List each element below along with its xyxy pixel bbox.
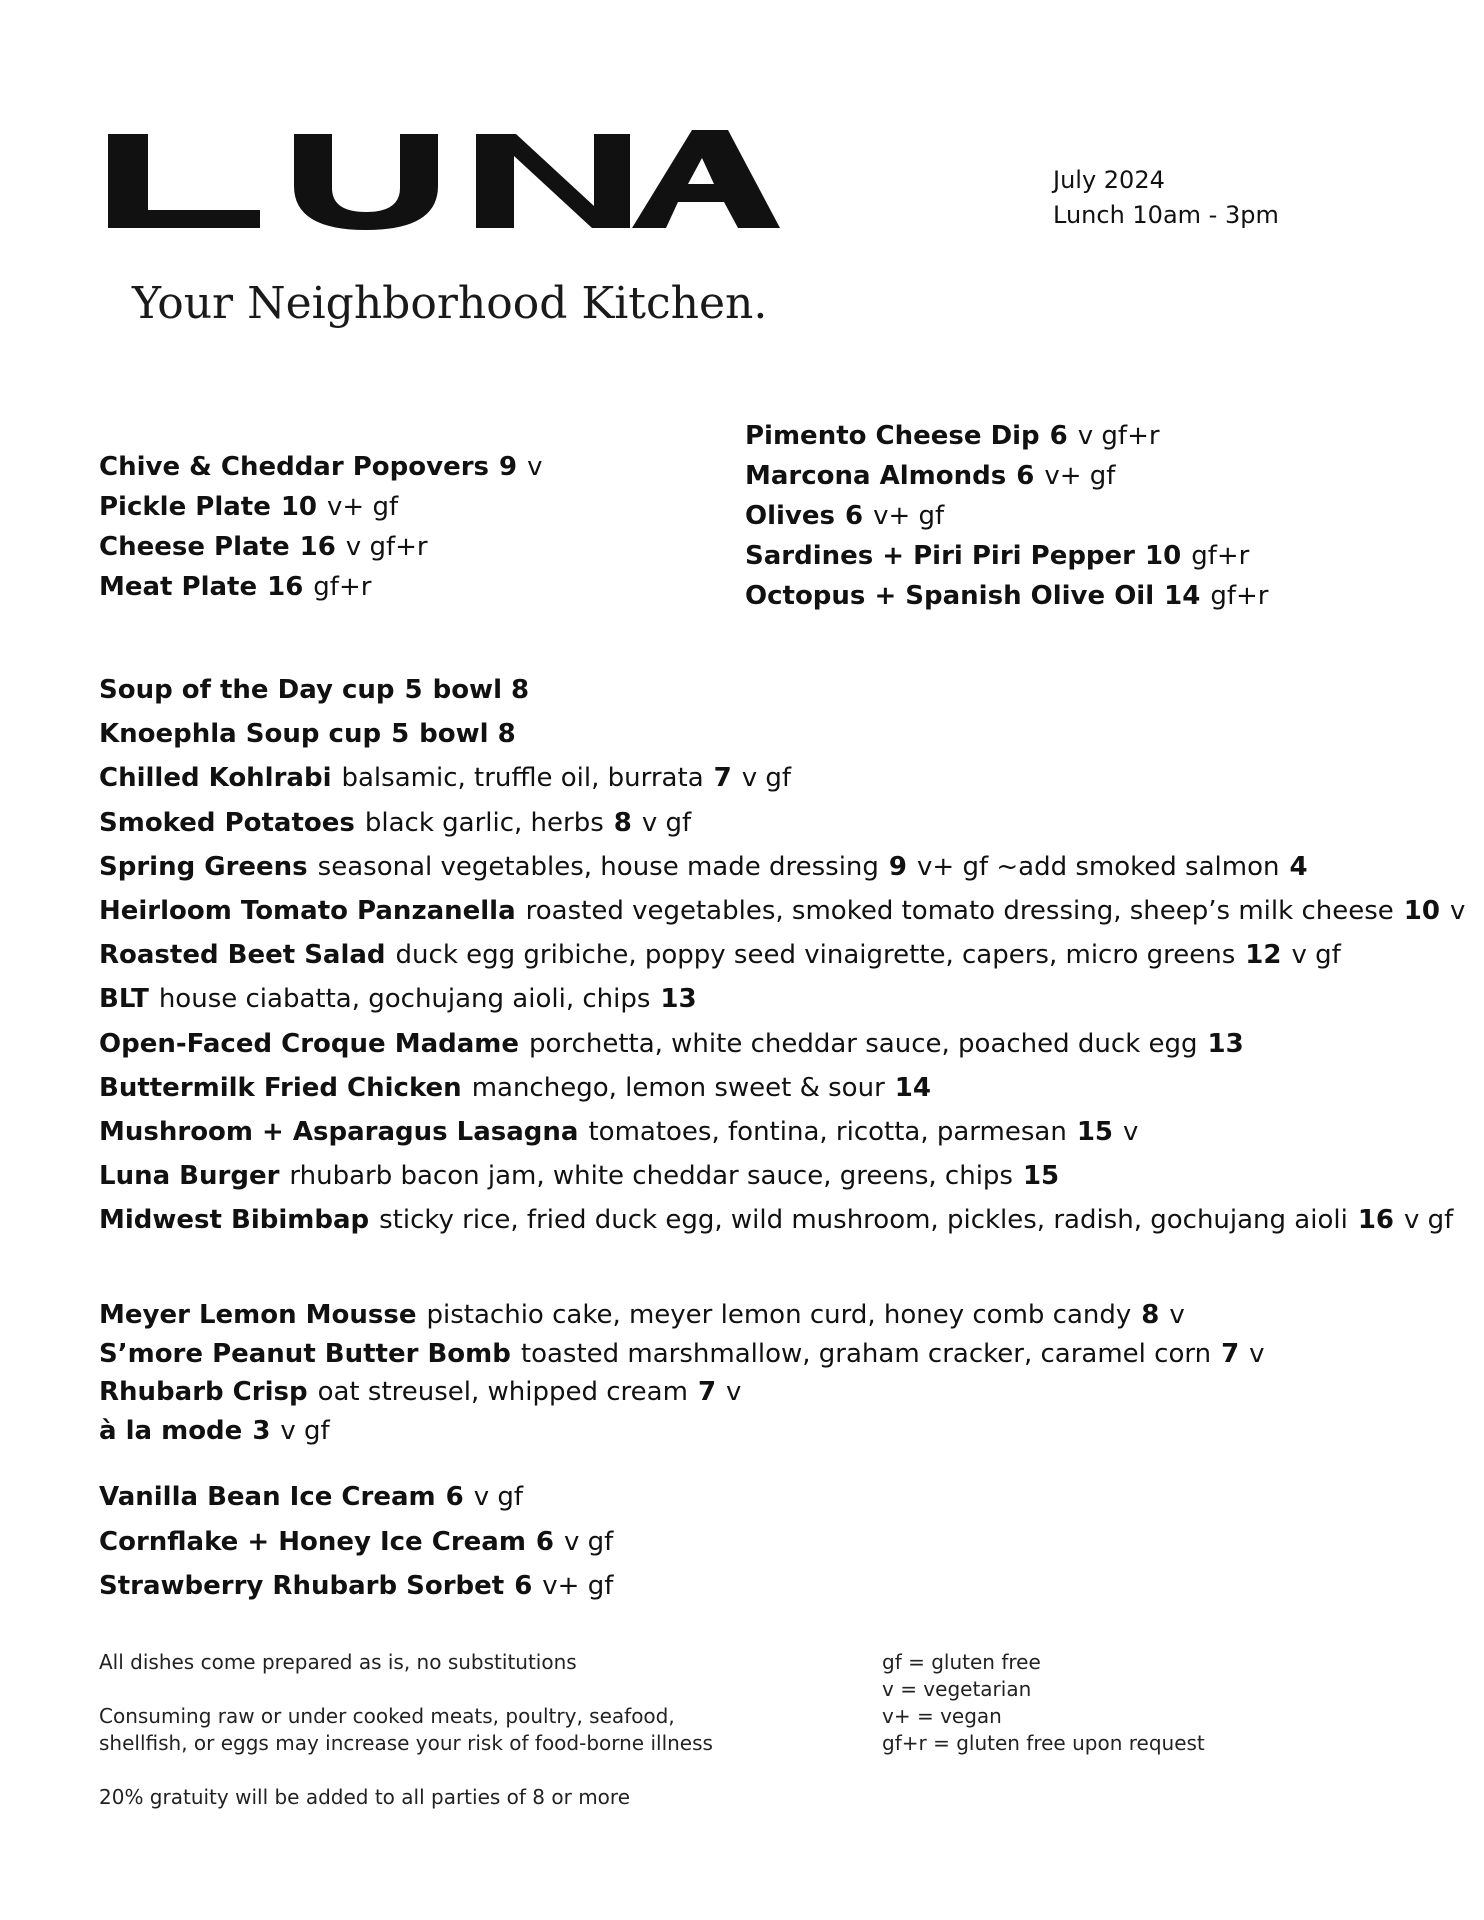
- item-price: 14: [1164, 581, 1201, 611]
- menu-item: [99, 1022, 1465, 1066]
- tagline: Your Neighborhood Kitchen.: [132, 278, 768, 329]
- item-price: 16: [299, 532, 336, 562]
- legend-item: gf+r = gluten free upon request: [882, 1731, 1205, 1755]
- menu-item: [99, 1373, 1265, 1412]
- item-dietary-tag: v gf: [280, 1415, 330, 1446]
- item-name: S’more Peanut Butter Bomb: [99, 1338, 511, 1369]
- item-name: Mushroom + Asparagus Lasagna: [99, 1117, 579, 1148]
- menu-item: [99, 1154, 1465, 1198]
- menu-item: [99, 933, 1465, 977]
- item-price: 10: [1145, 541, 1182, 571]
- item-dietary-tag: v: [1449, 896, 1466, 927]
- service-hours: Lunch 10am - 3pm: [1053, 201, 1279, 229]
- item-bowl-price: bowl 8: [432, 675, 530, 705]
- item-description: pistachio cake, meyer lemon curd, honey comb candy: [426, 1300, 1132, 1330]
- menu-item: [99, 845, 1465, 889]
- dietary-legend: [882, 1649, 1205, 1757]
- luna-logo: [108, 126, 780, 246]
- menu-item: [745, 576, 1268, 616]
- item-price: 6: [844, 501, 864, 531]
- item-price: 10: [1403, 896, 1440, 927]
- item-dietary-tag: v gf+r: [1077, 421, 1160, 451]
- item-dietary-tag: gf+r: [313, 572, 372, 602]
- item-price: 5: [404, 675, 423, 705]
- item-price: 13: [1207, 1028, 1244, 1059]
- menu-item: [99, 889, 1465, 933]
- item-price: 7: [713, 763, 732, 794]
- icecream-list: [99, 1475, 613, 1609]
- item-price: 14: [894, 1072, 931, 1103]
- item-price: 9: [499, 452, 518, 482]
- item-price: 3: [252, 1415, 271, 1446]
- menu-item: [99, 1066, 1465, 1110]
- item-description: seasonal vegetables, house made dressing: [317, 851, 879, 882]
- item-price: 6: [535, 1526, 555, 1557]
- item-dietary-tag: v+ gf ~add smoked salmon: [917, 851, 1280, 882]
- item-description: porchetta, white cheddar sauce, poached duck egg: [529, 1028, 1198, 1059]
- item-price: 12: [1245, 940, 1282, 971]
- item-dietary-tag: gf+r: [1210, 581, 1269, 611]
- item-price: 7: [697, 1377, 717, 1407]
- menu-notes: [99, 1649, 713, 1811]
- item-price: 7: [1221, 1338, 1240, 1369]
- menu-item: [99, 756, 1465, 800]
- item-price: 16: [267, 572, 304, 602]
- legend-item: v = vegetarian: [882, 1677, 1032, 1701]
- item-price: 10: [280, 492, 318, 522]
- item-name: Olives: [745, 501, 835, 531]
- item-price: 5: [391, 719, 410, 750]
- menu-item: [99, 447, 542, 487]
- item-dietary-tag: v: [726, 1377, 742, 1407]
- item-name: Buttermilk Fried Chicken: [99, 1072, 462, 1103]
- item-dietary-tag: v gf: [641, 807, 692, 838]
- item-name: Strawberry Rhubarb Sorbet: [99, 1571, 505, 1601]
- menu-item: [99, 1335, 1265, 1374]
- item-name: Vanilla Bean Ice Cream: [99, 1482, 436, 1512]
- item-name: Rhubarb Crisp: [99, 1377, 308, 1407]
- item-description: sticky rice, fried duck egg, wild mushroom, pickles, radish, gochujang aioli: [379, 1205, 1348, 1236]
- item-name: BLT: [99, 984, 149, 1015]
- raw-food-warning-line2: shellfish, or eggs may increase your risk of food-borne illness: [99, 1731, 713, 1755]
- raw-food-warning-line1: Consuming raw or under cooked meats, poultry, seafood,: [99, 1704, 675, 1728]
- menu-item: [99, 1475, 613, 1520]
- desserts-list: [99, 1296, 1265, 1450]
- item-name: Smoked Potatoes: [99, 807, 355, 838]
- item-dietary-tag: v gf: [1404, 1205, 1454, 1236]
- menu-item: [745, 456, 1268, 496]
- menu-item: [745, 536, 1268, 576]
- item-dietary-tag: v gf: [1291, 940, 1341, 971]
- item-description: toasted marshmallow, graham cracker, caramel corn: [520, 1338, 1212, 1369]
- item-dietary-tag: gf+r: [1191, 541, 1250, 571]
- item-dietary-tag: v+ gf: [327, 492, 399, 522]
- item-name: Roasted Beet Salad: [99, 940, 386, 971]
- menu-item: [99, 1110, 1465, 1154]
- item-description: balsamic, truffle oil, burrata: [341, 763, 704, 794]
- menu-item: [99, 487, 542, 527]
- item-name: Sardines + Piri Piri Pepper: [745, 541, 1135, 571]
- item-description: roasted vegetables, smoked tomato dressing, sheep’s milk cheese: [525, 896, 1394, 927]
- item-name: Pickle Plate: [99, 492, 271, 522]
- item-name: Marcona Almonds: [745, 461, 1007, 491]
- menu-item: [99, 801, 1465, 845]
- item-price: 9: [888, 851, 908, 882]
- substitution-note: All dishes come prepared as is, no substitutions: [99, 1650, 577, 1674]
- item-dietary-tag: v: [527, 452, 543, 482]
- item-name: Knoephla Soup cup: [99, 719, 382, 750]
- item-price: 6: [445, 1482, 464, 1512]
- item-price: 6: [1049, 421, 1068, 451]
- item-name: Pimento Cheese Dip: [745, 421, 1040, 451]
- item-name: Chive & Cheddar Popovers: [99, 452, 489, 482]
- item-price: 15: [1076, 1117, 1114, 1148]
- menu-item: [99, 1412, 1265, 1451]
- item-name: Open-Faced Croque Madame: [99, 1028, 520, 1059]
- menu-item: [99, 1564, 613, 1609]
- item-dietary-tag: v gf+r: [345, 532, 428, 562]
- item-dietary-tag: v gf: [564, 1526, 614, 1557]
- menu-item: [745, 496, 1268, 536]
- item-name: Chilled Kohlrabi: [99, 763, 332, 794]
- item-price: 15: [1022, 1161, 1060, 1192]
- item-dietary-tag: v: [1123, 1117, 1139, 1148]
- item-dietary-tag: v+ gf: [873, 501, 945, 531]
- date-hours-block: [1053, 163, 1279, 233]
- item-price: 6: [514, 1571, 533, 1601]
- menu-date: July 2024: [1053, 166, 1165, 194]
- item-dietary-tag: v gf: [473, 1482, 523, 1512]
- item-name: à la mode: [99, 1415, 243, 1446]
- mains-list: [99, 668, 1465, 1243]
- item-description: manchego, lemon sweet & sour: [471, 1072, 885, 1103]
- menu-item: [99, 1198, 1465, 1242]
- legend-item: gf = gluten free: [882, 1650, 1041, 1674]
- legend-item: v+ = vegan: [882, 1704, 1002, 1728]
- item-price: 6: [1016, 461, 1035, 491]
- item-description: duck egg gribiche, poppy seed vinaigrette, capers, micro greens: [395, 940, 1236, 971]
- item-dietary-tag: v: [1169, 1300, 1185, 1330]
- item-description: rhubarb bacon jam, white cheddar sauce, greens, chips: [289, 1161, 1013, 1192]
- item-description: oat streusel, whipped cream: [317, 1377, 688, 1407]
- menu-item: [99, 977, 1465, 1021]
- item-name: Luna Burger: [99, 1161, 280, 1192]
- item-name: Meat Plate: [99, 572, 258, 602]
- item-dietary-tag: v: [1249, 1338, 1265, 1369]
- item-name: Soup of the Day cup: [99, 675, 395, 705]
- item-dietary-tag: v+ gf: [1044, 461, 1116, 491]
- item-description: house ciabatta, gochujang aioli, chips: [158, 984, 651, 1015]
- item-price: 16: [1357, 1205, 1395, 1236]
- item-dietary-tag: v gf: [741, 763, 792, 794]
- menu-item: [99, 567, 542, 607]
- item-name: Heirloom Tomato Panzanella: [99, 896, 516, 927]
- item-name: Cheese Plate: [99, 532, 290, 562]
- menu-item: [99, 668, 1465, 712]
- item-name: Octopus + Spanish Olive Oil: [745, 581, 1155, 611]
- menu-item: [99, 1296, 1265, 1335]
- item-name: Midwest Bibimbap: [99, 1205, 370, 1236]
- item-description: tomatoes, fontina, ricotta, parmesan: [588, 1117, 1067, 1148]
- item-dietary-tag: v+ gf: [542, 1571, 614, 1601]
- menu-item: [99, 712, 1465, 756]
- item-description: black garlic, herbs: [364, 807, 604, 838]
- menu-item: [745, 416, 1268, 456]
- item-price: 8: [613, 807, 632, 838]
- gratuity-note: 20% gratuity will be added to all parties of 8 or more: [99, 1785, 630, 1809]
- item-addon-price: 4: [1289, 851, 1308, 882]
- item-name: Spring Greens: [99, 851, 308, 882]
- menu-item: [99, 527, 542, 567]
- item-name: Cornflake + Honey Ice Cream: [99, 1526, 526, 1557]
- item-price: 8: [1141, 1300, 1160, 1330]
- item-price: 13: [660, 984, 697, 1015]
- item-bowl-price: bowl 8: [419, 719, 516, 750]
- starters-list-right: [745, 416, 1268, 616]
- starters-list-left: [99, 447, 542, 607]
- menu-item: [99, 1520, 613, 1565]
- item-name: Meyer Lemon Mousse: [99, 1300, 417, 1330]
